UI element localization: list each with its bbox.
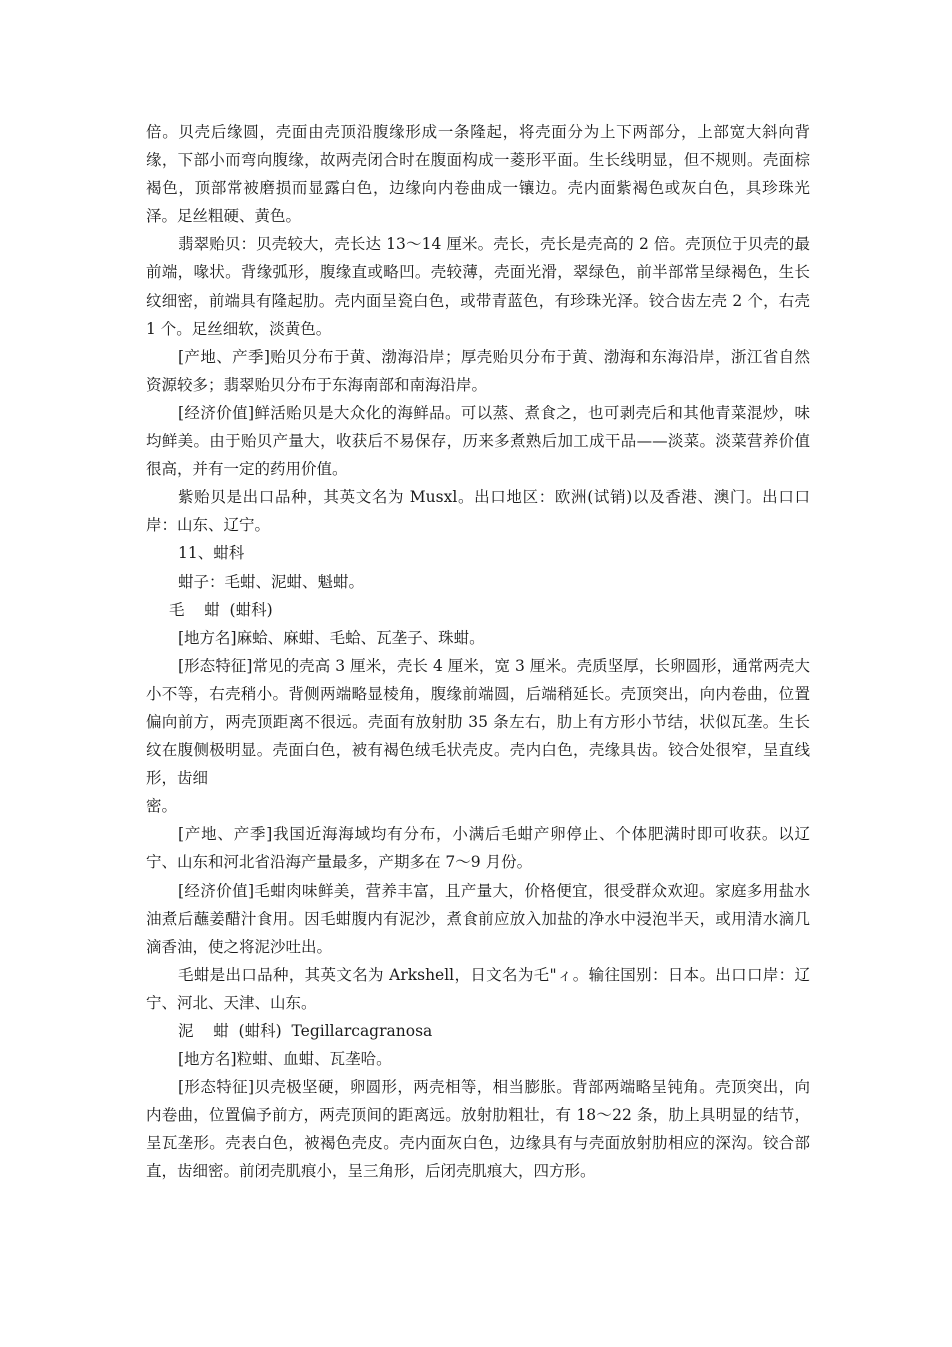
paragraph-mussel-origin-season: [产地、产季]贻贝分布于黄、渤海沿岸；厚壳贻贝分布于黄、渤海和东海沿岸，浙江省自然资源较多；翡翠贻贝分布于东海南部和南海沿岸。 xyxy=(146,347,810,394)
paragraph-mao-han-economic-value: [经济价值]毛蚶肉味鲜美，营养丰富，且产量大，价格便宜，很受群众欢迎。家庭多用盐水油煮后蘸姜醋汁食用。因毛蚶腹内有泥沙，煮食前应放入加盐的净水中浸泡半天，或用清水滴几滴香油，使之将泥沙吐出。 xyxy=(146,881,810,956)
paragraph-mao-han-origin-season: [产地、产季]我国近海海域均有分布，小满后毛蚶产卵停止、个体肥满时即可收获。以辽宁、山东和河北省沿海产量最多，产期多在 7～9 月份。 xyxy=(146,825,810,872)
paragraph-shell-description-continued: 倍。贝壳后缘圆，壳面由壳顶沿腹缘形成一条隆起，将壳面分为上下两部分，上部宽大斜向背缘，下部小而弯向腹缘，故两壳闭合时在腹面构成一菱形平面。生长线明显，但不规则。壳面棕褐色，顶部常被磨损而显露白色，边缘向内卷曲成一镶边。壳内面紫褐色或灰白色，具珍珠光泽。足丝粗硬、黄色。 xyxy=(146,123,810,226)
paragraph-green-mussel: 翡翠贻贝：贝壳较大，壳长达 13～14 厘米。壳长，壳长是壳高的 2 倍。壳顶位于贝壳的最前端，喙状。背缘弧形，腹缘直或略凹。壳较薄，壳面光滑，翠绿色，前半部常呈绿褐色，生长纹细密，前端具有隆起肋。壳内面呈瓷白色，或带青蓝色，有珍珠光泽。铰合齿左壳 2 个，右壳 1 个。足丝细软，淡黄色。 xyxy=(146,235,810,338)
species-heading-mao-han: 毛 蚶 (蚶科) xyxy=(169,600,273,619)
paragraph-mussel-economic-value: [经济价值]鲜活贻贝是大众化的海鲜品。可以蒸、煮食之，也可剥壳后和其他青菜混炒，味均鲜美。由于贻贝产量大，收获后不易保存，历来多煮熟后加工成干品——淡菜。淡菜营养价值很高，并有一定的药用价值。 xyxy=(146,403,810,479)
paragraph-mao-han-export: 毛蚶是出口品种，其英文名为 Arkshell，日文名为乇"ィ。输往国别：日本。出口口岸：辽宁、河北、天津、山东。 xyxy=(146,965,810,1012)
paragraph-mao-han-morphology: [形态特征]常见的壳高 3 厘米，壳长 4 厘米，宽 3 厘米。壳质坚厚，长卵圆形，通常两壳大小不等，右壳稍小。背侧两端略显棱角，腹缘前端圆，后端稍延长。壳顶突出，向内卷曲，位置偏向前方，两壳顶距离不很远。壳面有放射肋 35 条左右，肋上有方形小节结，状似瓦垄。生长纹在腹侧极明显。壳面白色，被有褐色绒毛状壳皮。壳内白色，壳缘具齿。铰合处很窄，呈直线形，齿细 xyxy=(146,656,810,788)
paragraph-ark-clam-types: 蚶子：毛蚶、泥蚶、魁蚶。 xyxy=(178,572,365,591)
paragraph-ni-han-local-names: [地方名]粒蚶、血蚶、瓦垄哈。 xyxy=(178,1050,392,1069)
paragraph-mussel-export: 紫贻贝是出口品种，其英文名为 Musxl。出口地区：欧洲(试销)以及香港、澳门。出口口岸：山东、辽宁。 xyxy=(146,488,810,535)
paragraph-mao-han-morphology-end: 密。 xyxy=(146,797,178,816)
document-body xyxy=(146,118,810,1186)
paragraph-mao-han-local-names: [地方名]麻蛤、麻蚶、毛蛤、瓦垄子、珠蚶。 xyxy=(178,628,485,647)
species-heading-ni-han: 泥 蚶 (蚶科) Tegillarcagranosa xyxy=(178,1022,433,1040)
section-heading-arcidae: 11、蚶科 xyxy=(178,544,245,563)
paragraph-ni-han-morphology: [形态特征]贝壳极坚硬，卵圆形，两壳相等，相当膨胀。背部两端略呈钝角。壳顶突出，向内卷曲，位置偏予前方，两壳顶间的距离远。放射肋粗壮，有 18～22 条，肋上具明显的结节，呈瓦垄形。壳表白色，被褐色壳皮。壳内面灰白色，边缘具有与壳面放射肋相应的深沟。铰合部直，齿细密。前闭壳肌痕小，呈三角形，后闭壳肌痕大，四方形。 xyxy=(146,1078,810,1181)
